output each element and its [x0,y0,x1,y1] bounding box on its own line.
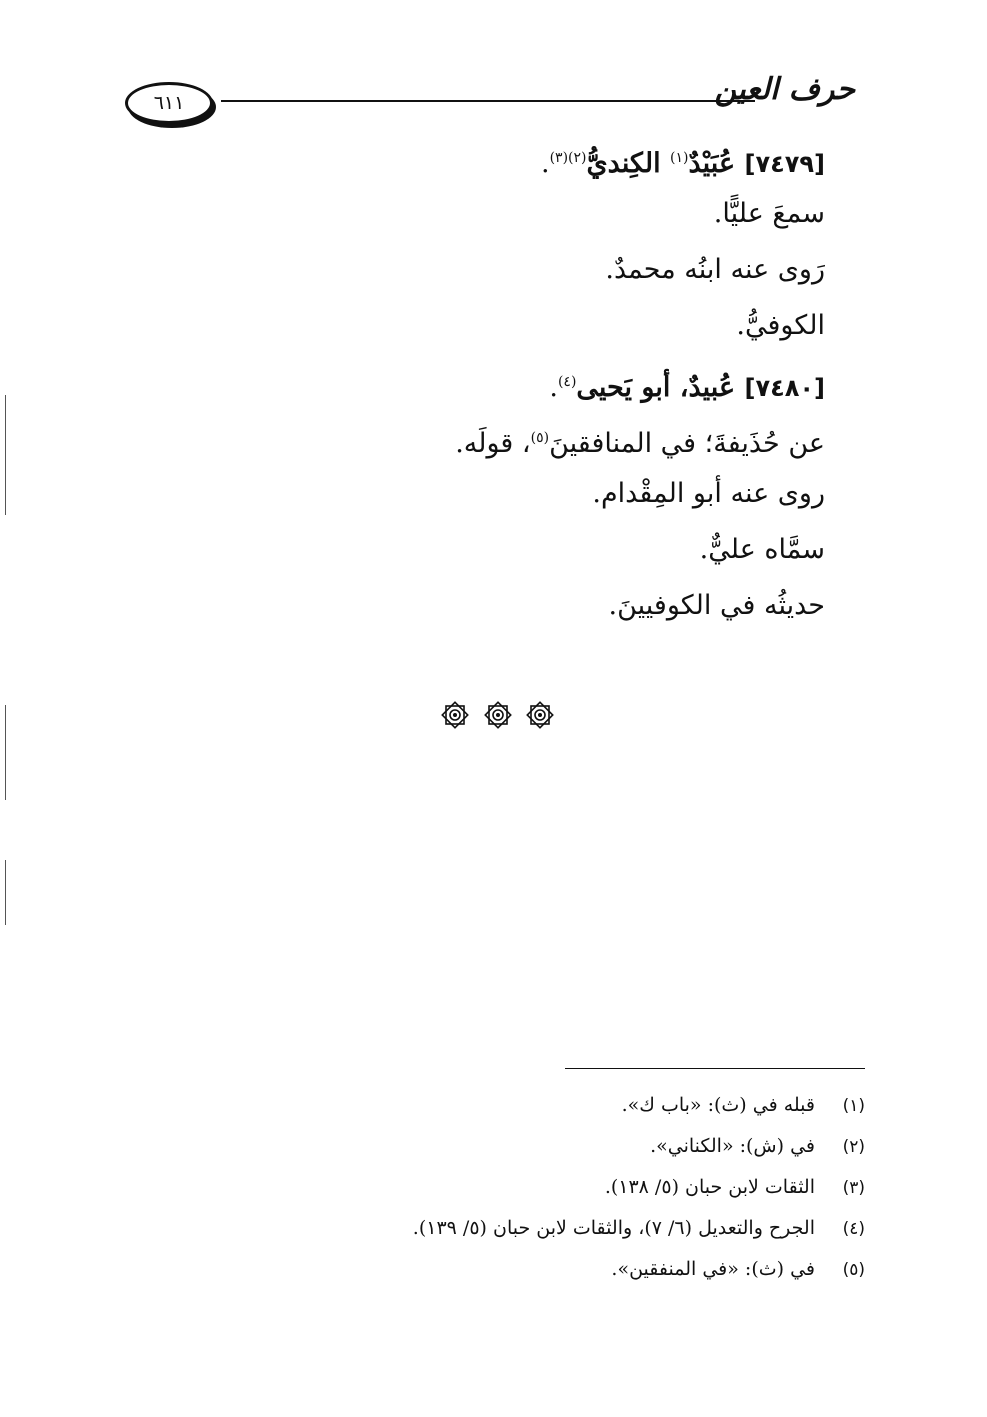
narrator-name: عُبَيْدٌ [688,148,745,179]
text-segment: حديثُه في الكوفيينَ. [608,590,825,621]
footnote [265,1256,865,1282]
narrator-name: الكِنديُّ [586,148,671,179]
text-segment: روى عنه أبو المِقْدام. [592,478,825,509]
entry-number: [٧٤٨٠] [744,374,825,402]
footnote-number: (٥) [842,1260,865,1280]
text-line [125,590,825,622]
entry-number: [٧٤٧٩] [744,150,825,178]
text-line [125,534,825,566]
header-rule [221,100,755,102]
text-line [125,366,825,403]
narrator-name: عُبيدٌ، أبو يَحيى [576,372,745,403]
footnote-text: الجرح والتعديل (٦/ ٧)، والثقات لابن حبان (٥/ ١٣٩). [412,1217,815,1239]
footnote-text: في (ث): «في المنفقين». [611,1258,815,1280]
footnote-number: (٤) [842,1219,865,1239]
footnote [265,1174,865,1200]
footnote [265,1133,865,1159]
footnote-ref: (٤) [557,374,577,390]
footnote-text: قبله في (ث): «باب ك». [621,1094,815,1116]
page-number-badge [125,82,213,124]
footnote-number: (٣) [842,1178,865,1198]
footnote-number: (٢) [842,1137,865,1157]
text-segment: ، قولَه. [455,428,531,459]
text-line [125,142,825,179]
footnote-number: (١) [842,1096,865,1116]
footnote [265,1092,865,1118]
text-segment: عن حُذَيفةَ؛ في المنافقينَ [549,428,825,459]
footnote [265,1215,865,1241]
running-title: حرف العين [714,72,855,107]
text-segment: سمعَ عليًّا. [713,198,825,229]
text-segment: سمَّاه عليٌّ. [699,534,825,565]
footnote-text: الثقات لابن حبان (٥/ ١٣٨). [604,1176,815,1198]
footnote-text: في (ش): «الكناني». [650,1135,815,1157]
footnote-ref: (١) [670,150,689,166]
star-rosette-icon [525,700,555,730]
scan-edge-mark [5,860,6,925]
page-number: ٦١١ [153,92,185,114]
footnote-ref: (٢)(٣) [549,150,587,166]
star-rosette-icon [440,700,470,730]
text-line [125,478,825,510]
scan-edge-mark [5,395,6,515]
text-segment: . [549,372,558,403]
footnotes [265,1092,865,1297]
text-segment: . [540,148,550,179]
text-segment: رَوى عنه ابنُه محمدٌ. [605,254,825,285]
section-ornaments [440,700,555,730]
star-rosette-icon [483,700,513,730]
scan-edge-mark [5,705,6,800]
footnote-separator [565,1068,865,1069]
text-line [125,310,825,342]
text-line [125,254,825,286]
page-header [125,72,855,128]
footnote-ref: (٥) [530,430,550,446]
main-text [125,142,825,646]
text-line [125,198,825,230]
text-line [125,422,825,459]
text-segment: الكوفيُّ. [736,310,825,341]
